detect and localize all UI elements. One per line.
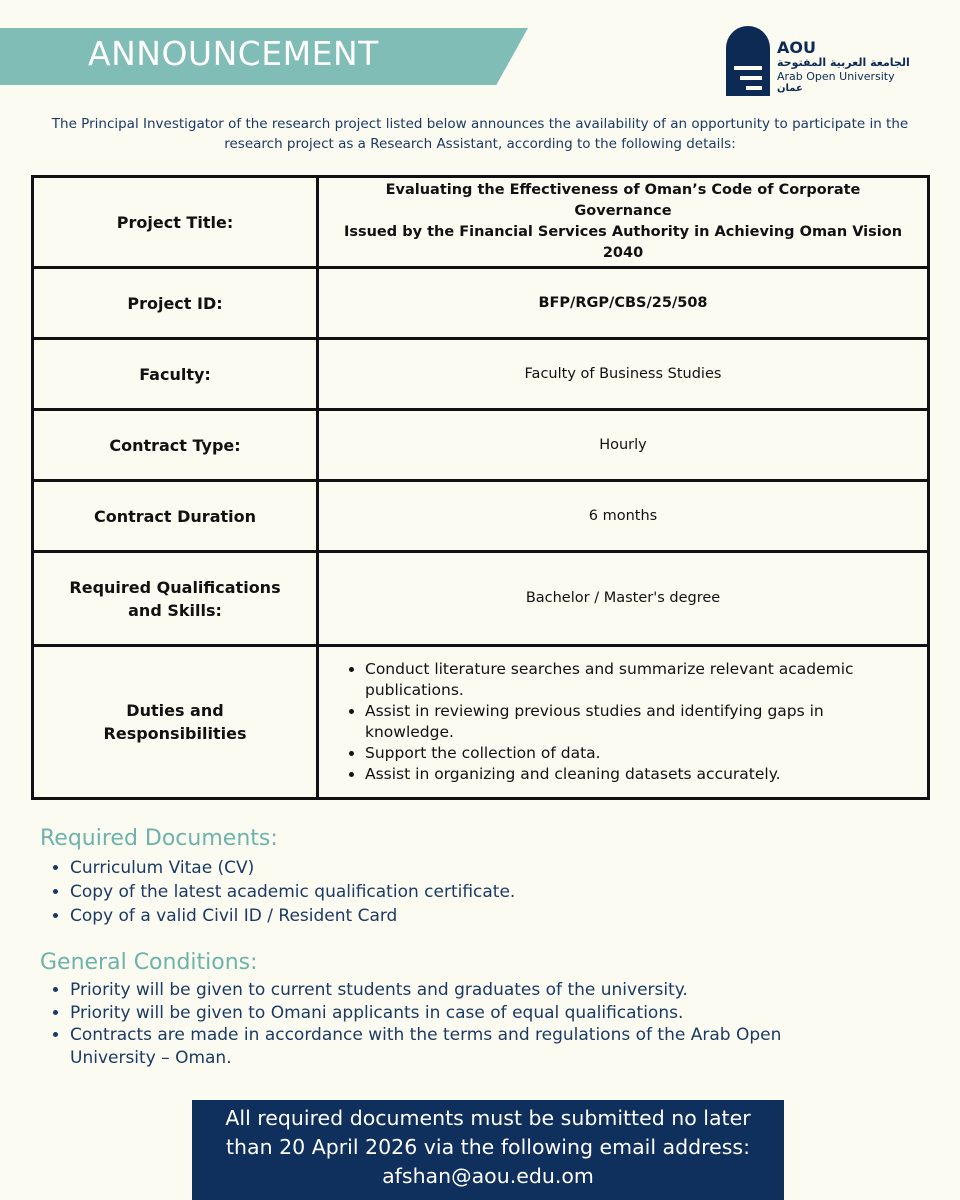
project-id-value: BFP/RGP/CBS/25/508 (318, 268, 929, 339)
table-row (33, 552, 929, 646)
project-id-label: Project ID: (33, 268, 318, 339)
list-item: • Support the collection of data. (365, 743, 907, 764)
list-item: • Contracts are made in accordance with the terms and regulations of the Arab Open University – Oman. (70, 1024, 850, 1069)
logo-arabic-branch: عمان (777, 83, 803, 94)
project-title-line1: Evaluating the Effectiveness of Oman’s Code of Corporate Governance (385, 182, 861, 219)
duties-value (318, 646, 929, 799)
duties-list (339, 659, 907, 785)
logo-arabic-name: الجامعة العربية المفتوحة (777, 56, 910, 69)
intro-paragraph: The Principal Investigator of the research project listed below announces the availability of an opportunity to participate in the research project as a Research Assistant, according to the following details: (51, 116, 909, 152)
qualifications-label (33, 552, 318, 646)
submission-notice-line2: than 20 April 2026 via the following email address: (225, 1135, 750, 1159)
contract-type-value: Hourly (318, 410, 929, 481)
duties-label-line1: Duties and (126, 701, 224, 720)
duties-label (33, 646, 318, 799)
table-row (33, 268, 929, 339)
project-title-value (318, 177, 929, 268)
faculty-label: Faculty: (33, 339, 318, 410)
qualifications-label-line2: and Skills: (128, 600, 222, 620)
project-title-label: Project Title: (33, 177, 318, 268)
contract-type-label: Contract Type: (33, 410, 318, 481)
table-row (33, 177, 929, 268)
logo-abbreviation: AOU (777, 38, 816, 57)
general-conditions-title: General Conditions: (40, 950, 258, 975)
table-row (33, 410, 929, 481)
list-item: • Copy of a valid Civil ID / Resident Card (70, 904, 850, 928)
required-documents-title: Required Documents: (40, 826, 278, 851)
logo-english-name: Arab Open University (777, 70, 895, 83)
list-item: • Priority will be given to current students and graduates of the university. (70, 979, 850, 1002)
contact-email[interactable]: afshan@aou.edu.om (382, 1164, 594, 1188)
list-item: • Curriculum Vitae (CV) (70, 856, 850, 880)
list-item: • Conduct literature searches and summarize relevant academic publications. (365, 659, 907, 701)
table-row (33, 646, 929, 799)
faculty-value: Faculty of Business Studies (318, 339, 929, 410)
qualifications-label-line1: Required Qualifications (69, 577, 281, 597)
list-item: • Priority will be given to Omani applicants in case of equal qualifications. (70, 1002, 850, 1025)
duties-label-line2: Responsibilities (103, 724, 247, 743)
list-item: • Copy of the latest academic qualification certificate. (70, 880, 850, 904)
list-item: • Assist in organizing and cleaning datasets accurately. (365, 764, 907, 785)
list-item: • Assist in reviewing previous studies and identifying gaps in knowledge. (365, 701, 907, 743)
required-documents-list (40, 856, 850, 928)
submission-notice (192, 1100, 784, 1200)
table-row (33, 481, 929, 552)
table-row (33, 339, 929, 410)
project-details-table (31, 175, 930, 800)
contract-duration-value: 6 months (318, 481, 929, 552)
project-title-line2: Issued by the Financial Services Authority in Achieving Oman Vision 2040 (343, 224, 903, 261)
announcement-title: ANNOUNCEMENT (88, 34, 379, 73)
general-conditions-list (40, 979, 850, 1069)
qualifications-value: Bachelor / Master's degree (318, 552, 929, 646)
contract-duration-label: Contract Duration (33, 481, 318, 552)
submission-notice-line1: All required documents must be submitted no later (225, 1106, 751, 1130)
